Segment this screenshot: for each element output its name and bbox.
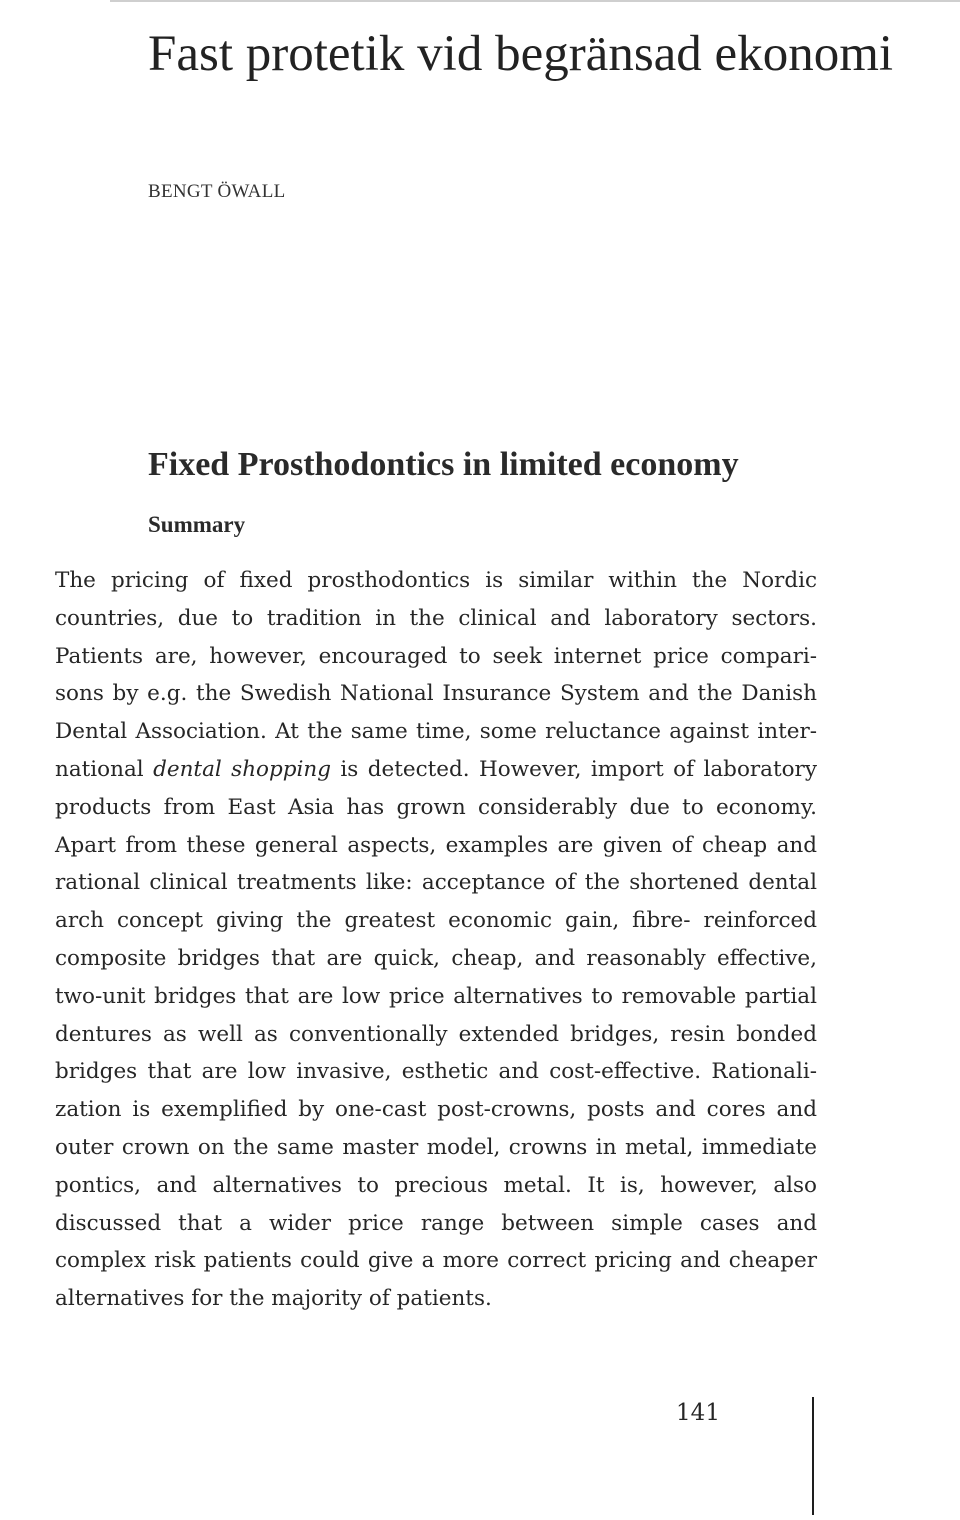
summary-italic-term: dental shopping xyxy=(153,756,332,782)
author-name: BENGT ÖWALL xyxy=(148,181,286,202)
summary-text-before-italic: The pricing of fixed prosthodontics is similar within the Nordic countries, due to tradition in the clinical and laboratory sectors. Patients are, however, encouraged to seek internet price comparisons by e.g. the Swedish National Insurance System and the Danish Dental Association. At the same time, some reluctance against international xyxy=(55,568,817,782)
page-number: 141 xyxy=(676,1400,720,1426)
page-title: Fast protetik vid begränsad ekonomi xyxy=(148,26,894,82)
page-margin-rule xyxy=(812,1397,814,1515)
summary-paragraph xyxy=(55,562,817,1318)
top-rule xyxy=(110,0,960,2)
summary-text-after-italic: is detected. However, import of laboratory products from East Asia has grown considerably due to economy. Apart from these general aspects, examples are given of cheap and rational clinical treatments like: acceptance of the shortened dental arch concept giving the greatest economic gain, fibre- reinforced composite bridges that are quick, cheap, and reasonably effective, two-unit bridges that are low price alternatives to removable partial dentures as well as conventionally extended bridges, resin bonded bridges that are low invasive, esthetic and cost-effective. Rationalization is exemplified by one-cast post-crowns, posts and cores and outer crown on the same master model, crowns in metal, immediate pontics, and alternatives to precious metal. It is, however, also discussed that a wider price range between simple cases and complex risk patients could give a more correct pricing and cheaper alternatives for the majority of patients. xyxy=(55,756,817,1312)
english-title: Fixed Prosthodontics in limited economy xyxy=(148,446,739,483)
summary-heading: Summary xyxy=(148,512,246,537)
